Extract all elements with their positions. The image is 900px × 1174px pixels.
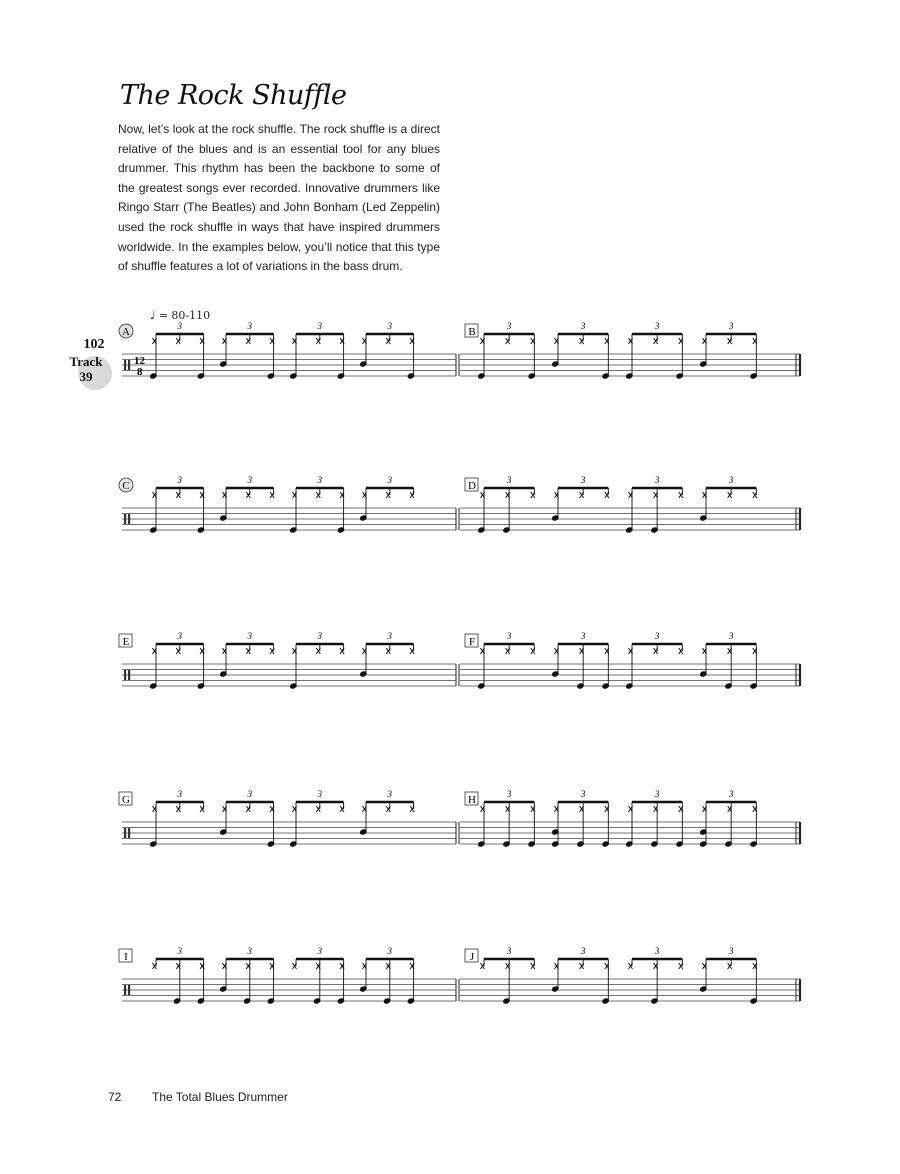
intro-paragraph: Now, let’s look at the rock shuffle. The rock shuffle is a direct relative of the blues and is an essential tool for any blues drummer. This rhythm has been the backbone to some of the greatest songs ever recorded. Innovative drummers like Ringo Starr (The Beatles) and John Bonham (Led Zeppelin) used the rock shuffle in ways that have inspired drummers worldwide. In the examples below, you’ll notice that this type of shuffle features a lot of variations in the bass drum.: [118, 122, 440, 274]
example-f: [456, 631, 800, 690]
triplet-mark: 3: [317, 475, 323, 485]
example-e: [119, 631, 456, 690]
triplet-mark: 3: [580, 946, 586, 956]
triplet-mark: 3: [177, 946, 183, 956]
triplet-mark: 3: [387, 321, 393, 331]
tempo-value: = 80-110: [158, 309, 211, 322]
triplet-mark: 3: [654, 321, 660, 331]
triplet-mark: 3: [506, 321, 512, 331]
triplet-mark: 3: [728, 475, 734, 485]
triplet-mark: 3: [506, 631, 512, 641]
triplet-mark: 3: [247, 946, 253, 956]
example-a: [119, 321, 456, 380]
triplet-mark: 3: [654, 946, 660, 956]
quarter-note-icon: ♩: [150, 309, 156, 322]
triplet-mark: 3: [387, 475, 393, 485]
triplet-mark: 3: [317, 946, 323, 956]
example-h: [456, 789, 800, 848]
example-b: [456, 321, 800, 380]
example-g: [119, 789, 456, 848]
example-d: [456, 475, 800, 534]
triplet-mark: 3: [387, 789, 393, 799]
example-label: F: [468, 636, 476, 648]
example-label: G: [122, 794, 130, 806]
track-number: 39: [79, 369, 93, 384]
triplet-mark: 3: [728, 321, 734, 331]
triplet-mark: 3: [177, 631, 183, 641]
time-sig-8: 8: [137, 366, 143, 378]
triplet-mark: 3: [247, 475, 253, 485]
percussion-clef: [128, 985, 130, 995]
triplet-mark: 3: [506, 475, 512, 485]
triplet-mark: 3: [654, 789, 660, 799]
example-label: J: [469, 951, 475, 963]
triplet-mark: 3: [580, 789, 586, 799]
example-number: 102: [83, 337, 105, 352]
percussion-clef: [124, 514, 126, 524]
percussion-clef: [124, 828, 126, 838]
example-label: I: [124, 951, 128, 963]
time-sig-12: 12: [134, 355, 145, 367]
triplet-mark: 3: [387, 631, 393, 641]
percussion-clef: [128, 514, 130, 524]
triplet-mark: 3: [728, 946, 734, 956]
triplet-mark: 3: [654, 631, 660, 641]
example-label: H: [468, 794, 476, 806]
triplet-mark: 3: [654, 475, 660, 485]
example-j: [456, 946, 800, 1005]
triplet-mark: 3: [247, 789, 253, 799]
triplet-mark: 3: [317, 321, 323, 331]
percussion-clef: [128, 670, 130, 680]
track-label: Track: [69, 354, 103, 369]
triplet-mark: 3: [247, 321, 253, 331]
example-i: [119, 946, 456, 1005]
triplet-mark: 3: [177, 475, 183, 485]
page-title: The Rock Shuffle: [120, 80, 347, 111]
example-label: B: [468, 326, 476, 338]
percussion-clef: [124, 360, 126, 370]
percussion-clef: [124, 985, 126, 995]
example-label: A: [122, 326, 130, 338]
triplet-mark: 3: [387, 946, 393, 956]
triplet-mark: 3: [580, 321, 586, 331]
triplet-mark: 3: [580, 475, 586, 485]
triplet-mark: 3: [177, 789, 183, 799]
triplet-mark: 3: [580, 631, 586, 641]
triplet-mark: 3: [247, 631, 253, 641]
percussion-clef: [128, 360, 130, 370]
example-label: D: [468, 480, 476, 492]
triplet-mark: 3: [317, 631, 323, 641]
triplet-mark: 3: [728, 789, 734, 799]
triplet-mark: 3: [506, 789, 512, 799]
triplet-mark: 3: [317, 789, 323, 799]
percussion-clef: [128, 828, 130, 838]
percussion-clef: [124, 670, 126, 680]
example-c: [119, 475, 456, 534]
page-number: 72: [108, 1090, 122, 1104]
example-label: E: [122, 636, 130, 648]
triplet-mark: 3: [728, 631, 734, 641]
example-label: C: [122, 480, 130, 492]
book-title: The Total Blues Drummer: [152, 1090, 288, 1104]
triplet-mark: 3: [506, 946, 512, 956]
triplet-mark: 3: [177, 321, 183, 331]
